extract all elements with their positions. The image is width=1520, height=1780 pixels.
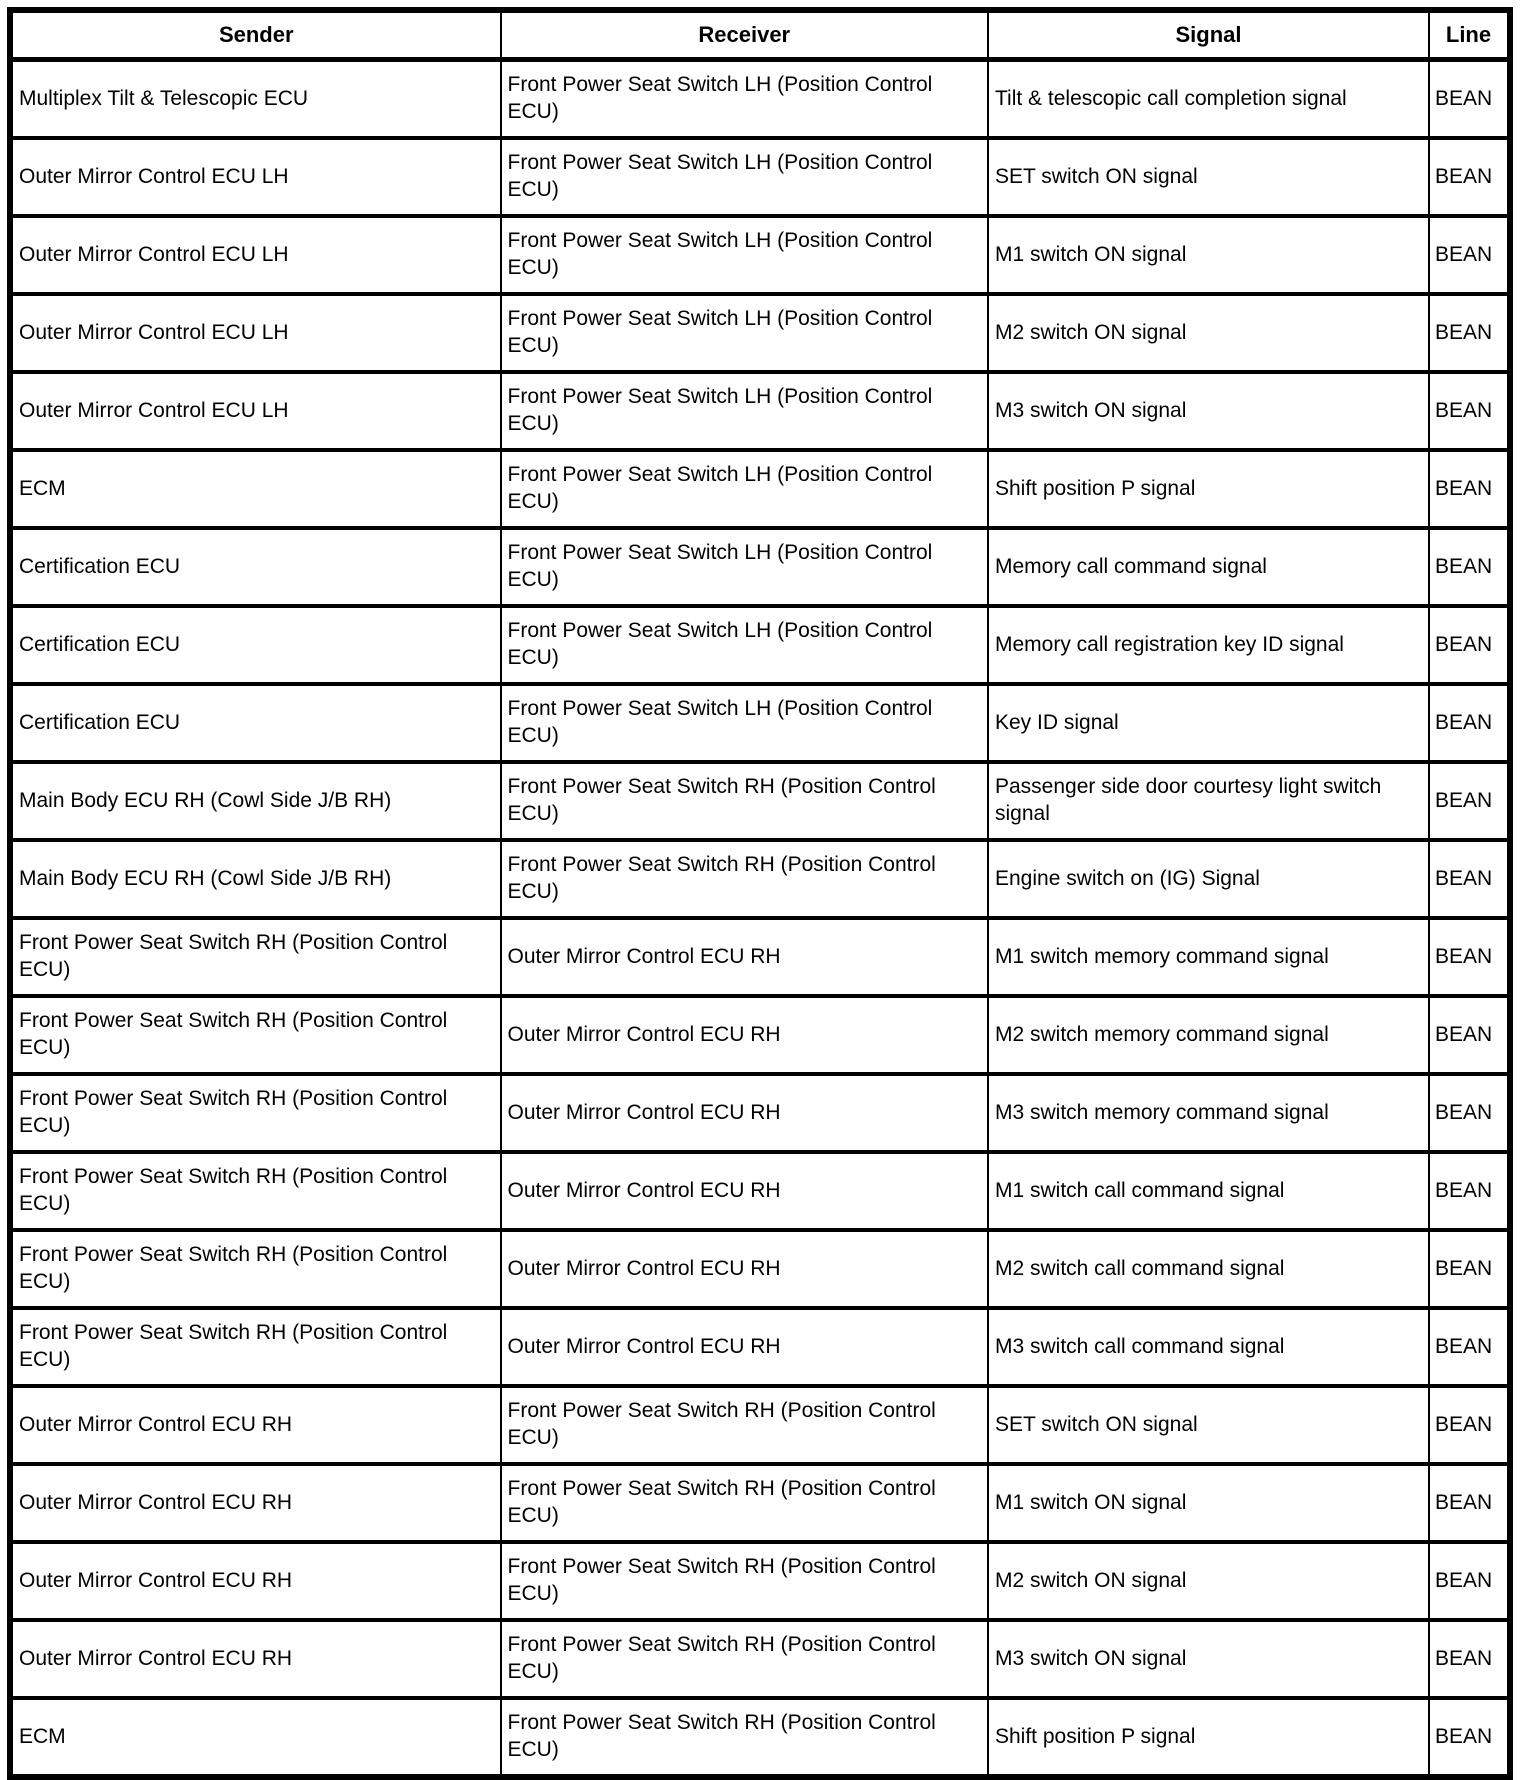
signal-cell: Engine switch on (IG) Signal [988,840,1429,918]
receiver-cell: Front Power Seat Switch RH (Position Control ECU) [501,1698,989,1777]
signal-cell: M1 switch memory command signal [988,918,1429,996]
sender-cell: ECM [10,450,501,528]
signal-cell: M1 switch ON signal [988,1464,1429,1542]
sender-cell: Front Power Seat Switch RH (Position Control ECU) [10,1308,501,1386]
line-cell: BEAN [1429,1620,1510,1698]
receiver-cell: Front Power Seat Switch LH (Position Control ECU) [501,372,989,450]
line-cell: BEAN [1429,1464,1510,1542]
receiver-cell: Front Power Seat Switch RH (Position Control ECU) [501,1464,989,1542]
signal-cell: M2 switch ON signal [988,294,1429,372]
column-header-signal: Signal [988,10,1429,60]
signal-cell: Passenger side door courtesy light switch signal [988,762,1429,840]
table-row [10,1464,1510,1542]
line-cell: BEAN [1429,138,1510,216]
receiver-cell: Outer Mirror Control ECU RH [501,1230,989,1308]
sender-cell: Certification ECU [10,606,501,684]
sender-cell: Certification ECU [10,684,501,762]
signal-cell: Memory call command signal [988,528,1429,606]
header-row [10,10,1510,60]
receiver-cell: Front Power Seat Switch LH (Position Control ECU) [501,528,989,606]
line-cell: BEAN [1429,1386,1510,1464]
line-cell: BEAN [1429,372,1510,450]
receiver-cell: Front Power Seat Switch LH (Position Control ECU) [501,606,989,684]
line-cell: BEAN [1429,840,1510,918]
column-header-sender: Sender [10,10,501,60]
sender-cell: Outer Mirror Control ECU LH [10,372,501,450]
table-row [10,60,1510,139]
line-cell: BEAN [1429,1308,1510,1386]
line-cell: BEAN [1429,1698,1510,1777]
signal-cell: M1 switch ON signal [988,216,1429,294]
table-row [10,450,1510,528]
table-row [10,372,1510,450]
signal-cell: M2 switch ON signal [988,1542,1429,1620]
table-row [10,1542,1510,1620]
line-cell: BEAN [1429,606,1510,684]
line-cell: BEAN [1429,1230,1510,1308]
sender-cell: Front Power Seat Switch RH (Position Control ECU) [10,918,501,996]
signal-cell: M3 switch call command signal [988,1308,1429,1386]
table-row [10,840,1510,918]
receiver-cell: Outer Mirror Control ECU RH [501,1152,989,1230]
table-row [10,1386,1510,1464]
signal-cell: M3 switch ON signal [988,1620,1429,1698]
column-header-receiver: Receiver [501,10,989,60]
sender-cell: Outer Mirror Control ECU RH [10,1620,501,1698]
sender-cell: Front Power Seat Switch RH (Position Control ECU) [10,1152,501,1230]
table-row [10,684,1510,762]
sender-cell: ECM [10,1698,501,1777]
table-row [10,216,1510,294]
line-cell: BEAN [1429,1074,1510,1152]
signal-cell: M1 switch call command signal [988,1152,1429,1230]
line-cell: BEAN [1429,528,1510,606]
sender-cell: Multiplex Tilt & Telescopic ECU [10,60,501,139]
line-cell: BEAN [1429,450,1510,528]
line-cell: BEAN [1429,1152,1510,1230]
sender-cell: Outer Mirror Control ECU RH [10,1542,501,1620]
line-cell: BEAN [1429,294,1510,372]
line-cell: BEAN [1429,60,1510,139]
table-row [10,606,1510,684]
sender-cell: Certification ECU [10,528,501,606]
table-row [10,1620,1510,1698]
receiver-cell: Front Power Seat Switch RH (Position Control ECU) [501,1542,989,1620]
signal-cell: M2 switch call command signal [988,1230,1429,1308]
signal-cell: M3 switch memory command signal [988,1074,1429,1152]
receiver-cell: Front Power Seat Switch LH (Position Control ECU) [501,684,989,762]
line-cell: BEAN [1429,1542,1510,1620]
signal-cell: Memory call registration key ID signal [988,606,1429,684]
line-cell: BEAN [1429,918,1510,996]
table-row [10,294,1510,372]
signal-routing-table [7,7,1513,1780]
table-row [10,762,1510,840]
receiver-cell: Front Power Seat Switch LH (Position Control ECU) [501,294,989,372]
receiver-cell: Front Power Seat Switch LH (Position Control ECU) [501,138,989,216]
receiver-cell: Outer Mirror Control ECU RH [501,1074,989,1152]
sender-cell: Front Power Seat Switch RH (Position Control ECU) [10,1074,501,1152]
sender-cell: Outer Mirror Control ECU LH [10,294,501,372]
signal-cell: M2 switch memory command signal [988,996,1429,1074]
sender-cell: Front Power Seat Switch RH (Position Control ECU) [10,1230,501,1308]
table-row [10,996,1510,1074]
table-body [10,60,1510,1778]
line-cell: BEAN [1429,684,1510,762]
table-row [10,1152,1510,1230]
receiver-cell: Front Power Seat Switch LH (Position Control ECU) [501,216,989,294]
sender-cell: Outer Mirror Control ECU LH [10,216,501,294]
receiver-cell: Front Power Seat Switch RH (Position Control ECU) [501,840,989,918]
sender-cell: Outer Mirror Control ECU LH [10,138,501,216]
sender-cell: Outer Mirror Control ECU RH [10,1464,501,1542]
line-cell: BEAN [1429,762,1510,840]
table-row [10,918,1510,996]
line-cell: BEAN [1429,996,1510,1074]
signal-cell: Key ID signal [988,684,1429,762]
table-row [10,528,1510,606]
receiver-cell: Front Power Seat Switch RH (Position Control ECU) [501,762,989,840]
receiver-cell: Front Power Seat Switch RH (Position Control ECU) [501,1620,989,1698]
receiver-cell: Outer Mirror Control ECU RH [501,918,989,996]
table-row [10,138,1510,216]
table-row [10,1308,1510,1386]
line-cell: BEAN [1429,216,1510,294]
sender-cell: Main Body ECU RH (Cowl Side J/B RH) [10,762,501,840]
table-row [10,1074,1510,1152]
table-row [10,1698,1510,1777]
table-row [10,1230,1510,1308]
receiver-cell: Outer Mirror Control ECU RH [501,1308,989,1386]
column-header-line: Line [1429,10,1510,60]
sender-cell: Front Power Seat Switch RH (Position Control ECU) [10,996,501,1074]
signal-cell: Shift position P signal [988,1698,1429,1777]
signal-cell: Shift position P signal [988,450,1429,528]
receiver-cell: Outer Mirror Control ECU RH [501,996,989,1074]
sender-cell: Outer Mirror Control ECU RH [10,1386,501,1464]
signal-cell: M3 switch ON signal [988,372,1429,450]
receiver-cell: Front Power Seat Switch LH (Position Control ECU) [501,450,989,528]
sender-cell: Main Body ECU RH (Cowl Side J/B RH) [10,840,501,918]
receiver-cell: Front Power Seat Switch RH (Position Control ECU) [501,1386,989,1464]
receiver-cell: Front Power Seat Switch LH (Position Control ECU) [501,60,989,139]
signal-cell: SET switch ON signal [988,1386,1429,1464]
signal-cell: SET switch ON signal [988,138,1429,216]
signal-cell: Tilt & telescopic call completion signal [988,60,1429,139]
